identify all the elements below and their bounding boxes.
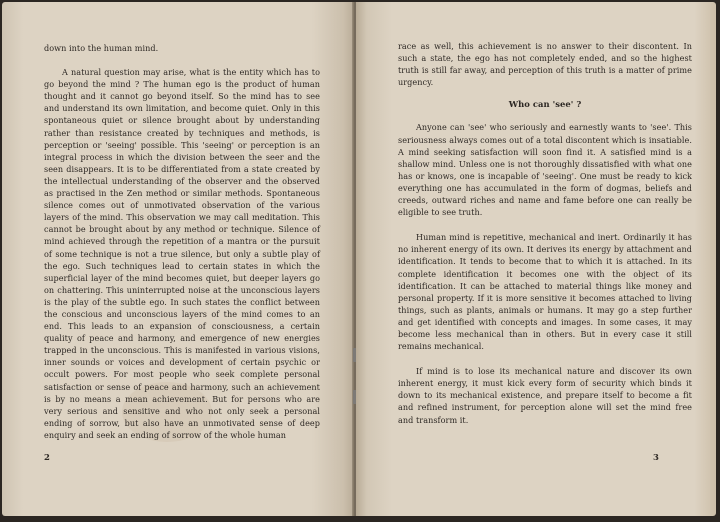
right-page (356, 2, 716, 516)
left-page-body (44, 42, 320, 441)
left-continuation-text: down into the human mind. (44, 43, 159, 53)
section-heading: Who can 'see' ? (508, 99, 582, 110)
left-page (2, 2, 354, 516)
right-page-body (398, 40, 692, 426)
right-paragraph-2: Human mind is repetitive, mechanical and inert. Ordinarily it has no inherent energy of its own. It derives its energy by attachment and identification. It tends to become that to which it is attached. In its complete identification it becomes one with the object of its identification. It can be attached to material things like money and personal property. If it is more sensitive it becomes attached to living things, such as plants, animals or humans. It may go a step further and get identified with concepts and images. In some cases, it may become less mechanical than in others. But in every case it still remains mechanical. (398, 232, 692, 352)
right-page-number: 3 (653, 453, 659, 463)
right-paragraph-1: Anyone can 'see' who seriously and earnestly wants to 'see'. This seriousness always comes out of a total discontent which is insatiable. A mind seeking satisfaction will soon find it. A satisfied mind is a shallow mind. Unless one is not thoroughly dissatisfied with what one has or knows, one is incapable of 'seeing'. One must be ready to kick everything one has accumulated in the form of dogmas, beliefs and creeds, outward riches and name and fame before one can really be eligible to see truth. (398, 122, 692, 218)
left-page-number: 2 (44, 453, 50, 463)
left-paragraph: A natural question may arise, what is the entity which has to go beyond the mind ? The human ego is the product of human thought and it cannot go beyond itself. So the mind has to see and understand its own limitation, and become quiet. Only in this spontaneous quiet or silence brought about by understanding rather than resistance created by techniques and methods, is perception or 'seeing' possible. This 'seeing' or perception is an integral process in which the division between the seer and the seen disappears. It is to be differentiated from a state created by the intellectual understanding of the observer and the observed as practised in the Zen method or similar methods. Spontaneous silence comes out of unmotivated observation of the various layers of the mind. This observation we may call meditation. This cannot be brought about by any method or technique. Silence of mind achieved through the repetition of a mantra or the pursuit of some technique is not a true silence, but only a subtle play of the ego. Such techniques lead to certain states in which the superficial layer of the mind becomes quiet, but deeper layers go on chattering. This uninterrupted noise at the unconscious layers is the play of the subtle ego. In such states the conflict between the conscious and unconscious layers of the mind comes to an end. This leads to an expansion of consciousness, a certain quality of peace and harmony, and emergence of new energies trapped in the unconscious. This is manifested in various visions, inner sounds or voices and development of certain psychic or occult powers. For most people who seek complete personal satisfaction or sense of peace and harmony, such an achievement is by no means a mean achievement. But for persons who are very serious and sensitive and who not only seek a personal ending of sorrow, but also have an unmotivated sense of deep enquiry and seek an ending of sorrow of the whole human (44, 67, 320, 440)
right-paragraph-3: If mind is to lose its mechanical nature and discover its own inherent energy, it must kick every form of security which binds it down to its mechanical existence, and prepare itself to become a fit and refined instrument, for perception alone will set the mind free and transform it. (398, 366, 692, 425)
right-continuation-text: race as well, this achievement is no answer to their discontent. In such a state, the ego has not completely ended, and so the highest truth is still far away, and perception of this truth is a matter of prime urgency. (398, 41, 692, 88)
